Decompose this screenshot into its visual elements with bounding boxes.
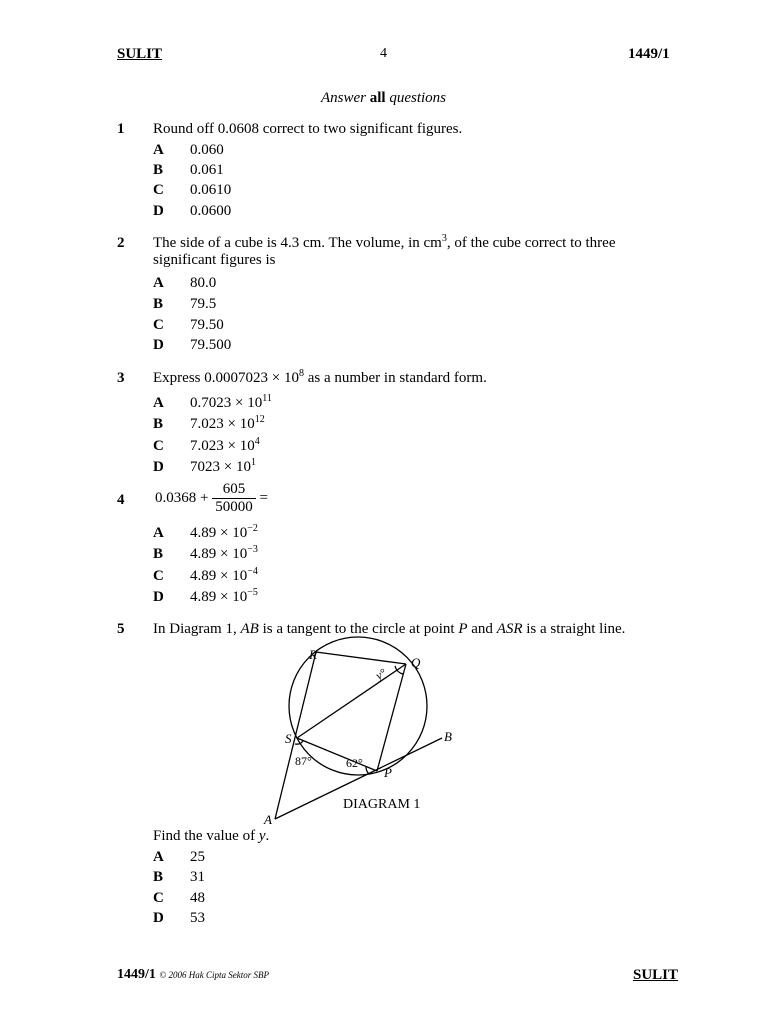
label-b: B <box>444 729 452 744</box>
diagram-caption: DIAGRAM 1 <box>343 797 421 812</box>
q4-expression: 0.0368 + $\frac{605}{50000}$ = <box>155 481 268 515</box>
q5-text: In Diagram 1, AB is a tangent to the circle at point P and ASR is a straight line. <box>153 621 626 637</box>
instruction-pre: Answer <box>321 90 370 106</box>
footer-sulit: SULIT <box>633 967 679 983</box>
header-sulit: SULIT <box>117 46 163 62</box>
label-s: S <box>285 731 292 746</box>
q4-number: 4 <box>117 492 125 508</box>
paper-code: 1449/1 <box>628 46 670 62</box>
label-a: A <box>264 812 272 827</box>
q5-number: 5 <box>117 621 125 637</box>
label-q: Q <box>411 655 421 670</box>
instruction-post: questions <box>385 90 447 106</box>
label-p: P <box>384 765 392 780</box>
q2-text-line2: significant figures is <box>153 252 276 268</box>
instruction-bold: all <box>369 90 386 106</box>
q1-text: Round off 0.0608 correct to two significant figures. <box>153 121 463 137</box>
q5-find: Find the value of y. <box>153 828 270 844</box>
footer-code: 1449/1 © 2006 Hak Cipta Sektor SBP <box>117 967 269 982</box>
chord-rq <box>316 652 406 664</box>
q3-text: Express $0.0007023 \times 10^8$ as a number in standard form. <box>153 368 487 386</box>
page-number: 4 <box>380 46 387 61</box>
label-r: R <box>309 647 317 662</box>
q2-text: The side of a cube is 4.3 cm. The volume, in $cm^3$, of the cube correct to three <box>153 233 616 251</box>
q1-number: 1 <box>117 121 125 137</box>
footer-copyright: © 2006 Hak Cipta Sektor SBP <box>159 970 269 980</box>
q2-number: 2 <box>117 235 125 251</box>
label-87: 87° <box>295 754 312 768</box>
chord-sq <box>297 664 406 738</box>
label-y: y° <box>372 665 389 683</box>
q4-fraction: $\frac{605}{50000}$ <box>212 481 256 516</box>
label-62: 62° <box>346 756 363 770</box>
q3-number: 3 <box>117 370 125 386</box>
